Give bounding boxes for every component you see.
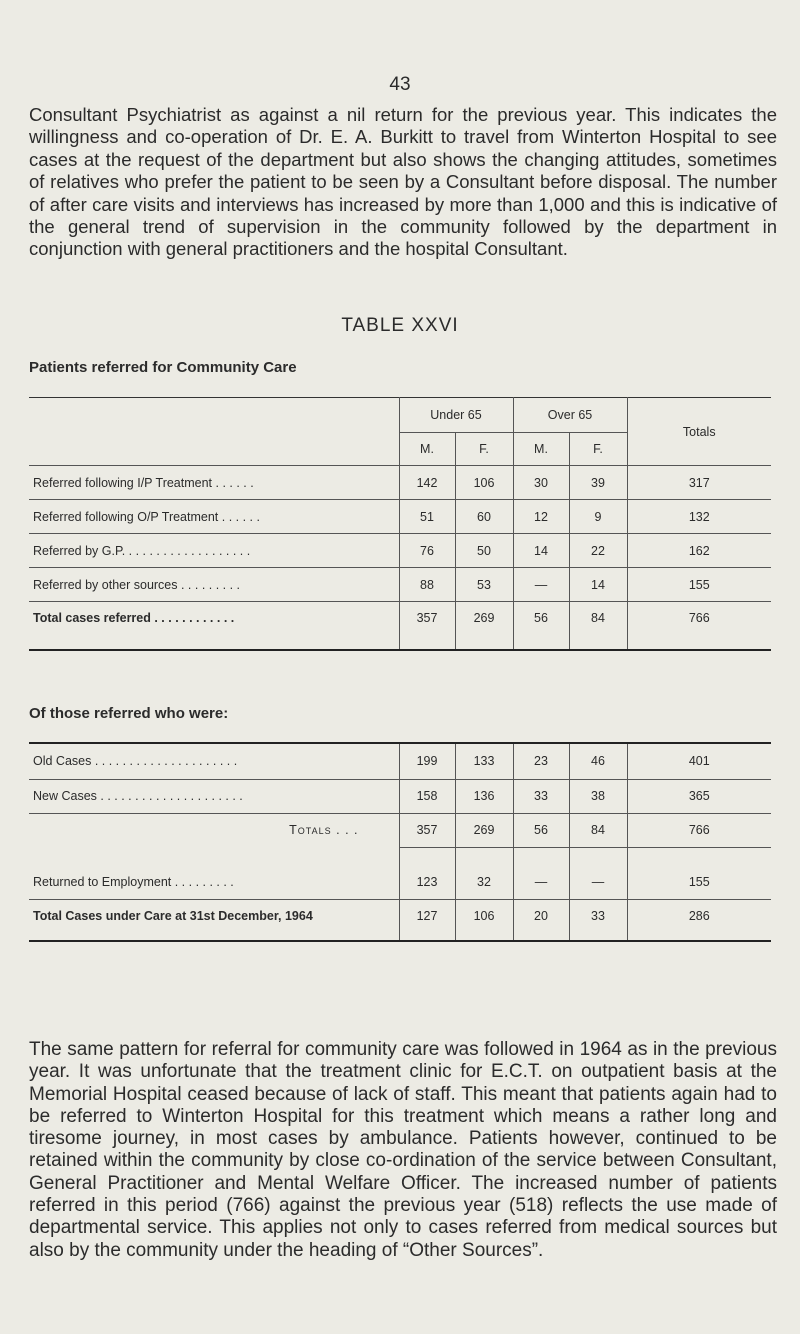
table1-heading: Patients referred for Community Care	[29, 359, 297, 376]
cell-total: 766	[627, 602, 771, 650]
cell-f-under: 106	[455, 466, 513, 500]
cell-f-under: 106	[455, 899, 513, 941]
cell-f-under: 269	[455, 813, 513, 847]
cell-f-over: 46	[569, 743, 627, 779]
row-label: Total Cases under Care at 31st December, 1964	[33, 908, 313, 923]
row-label: Old Cases . . . . . . . . . . . . . . . . . . . . .	[33, 754, 238, 769]
cell-f-over: 33	[569, 899, 627, 941]
cell-m-over: 12	[513, 500, 569, 534]
cell-f-over: 38	[569, 779, 627, 813]
paragraph-top: Consultant Psychiatrist as against a nil return for the previous year. This indicates the willingness and co-operation of Dr. E. A. Burkitt to travel from Winterton Hospital to see cases at the request of the department but also shows the changing attitudes, sometimes of relatives who prefer the patient to be seen by a Consultant before disposal. The number of after care visits and interviews has increased by more than 1,000 and this is indicative of the general trend of supervision in the community followed by the department in conjunction with general practitioners and the hospital Consultant.	[29, 104, 777, 260]
cell-m-under: 158	[399, 779, 455, 813]
header-f-over: F.	[569, 433, 627, 466]
table-row	[29, 500, 771, 534]
row-label: Total cases referred . . . . . . . . . . . .	[33, 611, 235, 625]
row-label: Referred following O/P Treatment . . . . . .	[33, 509, 260, 524]
cell-total: 766	[627, 813, 771, 847]
cell-m-over: 23	[513, 743, 569, 779]
row-label: Referred by G.P. . . . . . . . . . . . . . . . . . .	[33, 543, 251, 558]
table-row	[29, 534, 771, 568]
row-label: Totals . . .	[289, 823, 359, 838]
cell-f-over: 22	[569, 534, 627, 568]
cell-f-under: 269	[455, 602, 513, 650]
cell-f-under: 60	[455, 500, 513, 534]
cell-f-over: 9	[569, 500, 627, 534]
header-m-under: M.	[399, 433, 455, 466]
cell-m-under: 357	[399, 813, 455, 847]
cell-f-over: —	[569, 847, 627, 899]
cell-m-under: 127	[399, 899, 455, 941]
cell-f-under: 133	[455, 743, 513, 779]
row-label: Returned to Employment . . . . . . . . .	[33, 874, 234, 889]
cell-total: 155	[627, 847, 771, 899]
referrals-table	[29, 397, 771, 651]
cell-m-over: 56	[513, 602, 569, 650]
referred-breakdown-table	[29, 742, 771, 942]
row-label: New Cases . . . . . . . . . . . . . . . . . . . . .	[33, 789, 243, 803]
cell-total: 286	[627, 899, 771, 941]
cell-m-under: 76	[399, 534, 455, 568]
cell-total: 401	[627, 743, 771, 779]
header-m-over: M.	[513, 433, 569, 466]
table-row-total	[29, 899, 771, 941]
table-row	[29, 466, 771, 500]
cell-f-under: 50	[455, 534, 513, 568]
cell-f-over: 39	[569, 466, 627, 500]
table-title: TABLE XXVI	[341, 315, 459, 336]
paragraph-bottom: The same pattern for referral for community care was followed in 1964 as in the previous year. It was unfortunate that the treatment clinic for E.C.T. on outpatient basis at the Memorial Hospital ceased because of lack of staff. This meant that patients again had to be referred to Winterton Hospital for this treatment which means a rather long and tiresome journey, in most cases by ambulance. Patients however, continued to be retained within the community by close co-ordination of the service between Consultant, General Practitioner and Mental Welfare Officer. The increased number of patients referred in this period (766) against the previous year (518) reflects the use made of departmental service. This applies not only to cases referred from medical sources but also by the community under the heading of “Other Sources”.	[29, 1039, 777, 1261]
cell-total: 365	[627, 779, 771, 813]
table2-heading: Of those referred who were:	[29, 705, 229, 722]
page-number: 43	[389, 74, 411, 95]
header-f-under: F.	[455, 433, 513, 466]
cell-f-under: 136	[455, 779, 513, 813]
cell-f-over: 14	[569, 568, 627, 602]
table-row	[29, 847, 771, 899]
table-row	[29, 743, 771, 779]
header-totals: Totals	[627, 398, 771, 466]
cell-f-over: 84	[569, 813, 627, 847]
cell-m-under: 199	[399, 743, 455, 779]
cell-f-under: 53	[455, 568, 513, 602]
cell-total: 155	[627, 568, 771, 602]
row-label: Referred by other sources . . . . . . . . .	[33, 577, 241, 592]
header-over-65: Over 65	[513, 398, 627, 433]
cell-m-over: 56	[513, 813, 569, 847]
cell-m-under: 123	[399, 847, 455, 899]
table-row	[29, 568, 771, 602]
row-label: Referred following I/P Treatment . . . . . .	[33, 475, 254, 490]
cell-m-over: 33	[513, 779, 569, 813]
cell-m-over: 14	[513, 534, 569, 568]
table-row	[29, 779, 771, 813]
table-row-total	[29, 602, 771, 650]
cell-total: 162	[627, 534, 771, 568]
cell-total: 317	[627, 466, 771, 500]
cell-m-under: 142	[399, 466, 455, 500]
header-under-65: Under 65	[399, 398, 513, 433]
cell-m-under: 357	[399, 602, 455, 650]
cell-m-under: 88	[399, 568, 455, 602]
cell-m-under: 51	[399, 500, 455, 534]
cell-m-over: —	[513, 847, 569, 899]
cell-m-over: 30	[513, 466, 569, 500]
cell-f-under: 32	[455, 847, 513, 899]
cell-m-over: 20	[513, 899, 569, 941]
table-row-totals	[29, 813, 771, 847]
cell-m-over: —	[513, 568, 569, 602]
cell-f-over: 84	[569, 602, 627, 650]
group-header-row	[29, 398, 771, 433]
cell-total: 132	[627, 500, 771, 534]
